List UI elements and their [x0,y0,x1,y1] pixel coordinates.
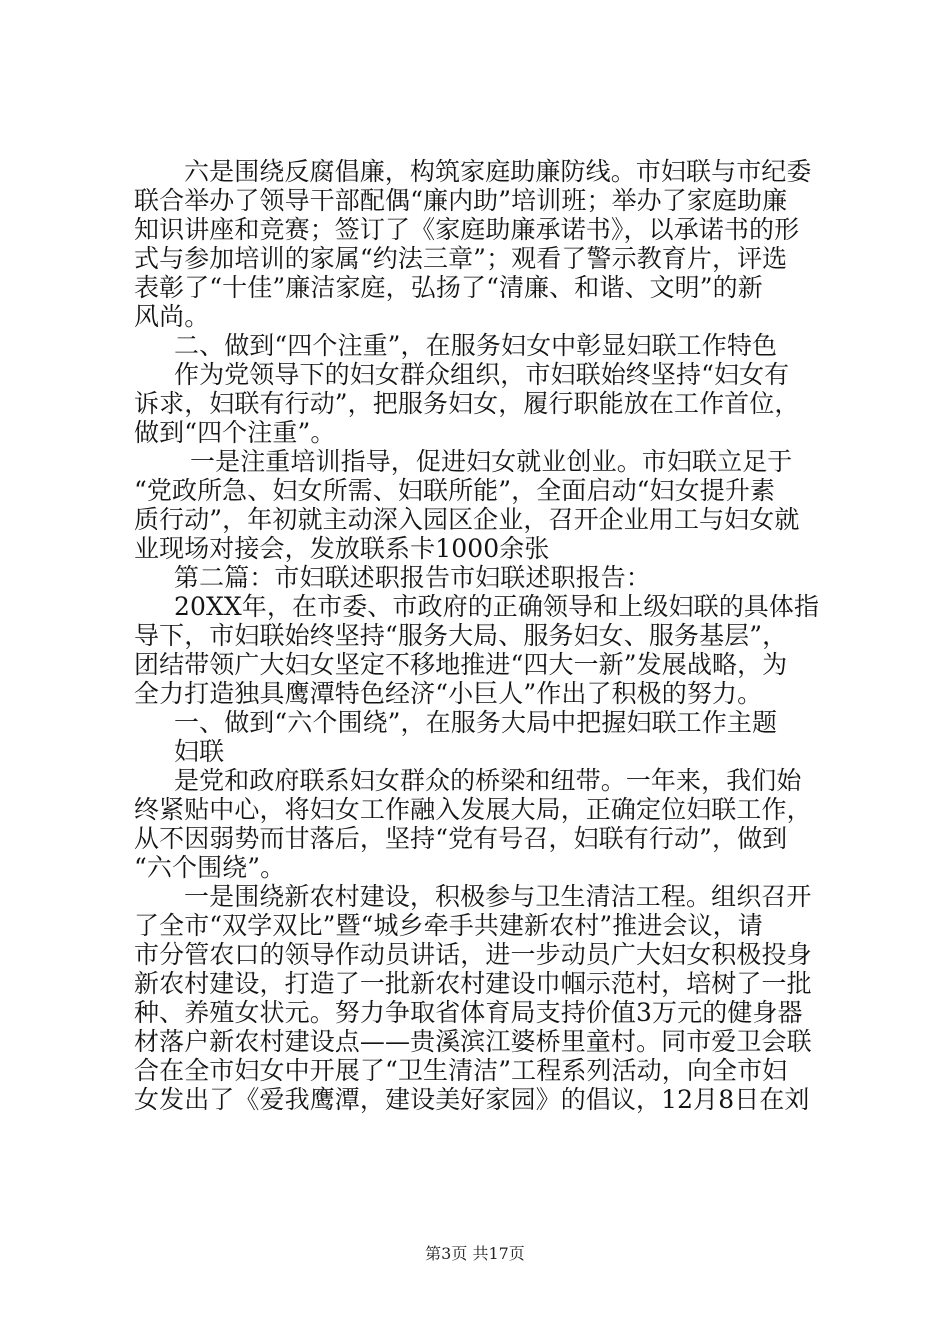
body-line: 业现场对接会，发放联系卡1000余张 [134,534,550,563]
body-line: 终紧贴中心，将妇女工作融入发展大局，正确定位妇联工作， [134,795,812,824]
body-line: 是党和政府联系妇女群众的桥梁和纽带。一年来，我们始 [174,766,802,795]
body-line: 从不因弱势而甘落后，坚持“党有号召，妇联有行动”，做到 [134,824,788,853]
document-body [134,157,834,1114]
body-line: 作为党领导下的妇女群众组织，市妇联始终坚持“妇女有 [174,360,790,389]
page-footer: 第3页 共17页 [425,1244,525,1263]
body-line: 女发出了《爱我鹰潭，建设美好家园》的倡议，12月8日在刘 [134,1085,810,1114]
section-heading: 二、做到“四个注重”，在服务妇女中彰显妇联工作特色 [174,331,778,360]
body-line: 一是围绕新农村建设，积极参与卫生清洁工程。组织召开 [184,882,812,911]
chapter-heading: 第二篇：市妇联述职报告市妇联述职报告： [174,563,651,592]
body-line: 20XX年，在市委、市政府的正确领导和上级妇联的具体指 [174,592,820,621]
body-line: 六是围绕反腐倡廉，构筑家庭助廉防线。市妇联与市纪委 [184,157,812,186]
body-line: 做到“四个注重”。 [134,418,336,447]
body-line: 材落户新农村建设点——贵溪滨江婆桥里童村。同市爱卫会联 [134,1027,812,1056]
body-line: 质行动”，年初就主动深入园区企业，召开企业用工与妇女就 [134,505,800,534]
body-line: 风尚。 [134,302,210,331]
body-line: 导下，市妇联始终坚持“服务大局、服务妇女、服务基层”， [134,621,788,650]
body-line: 市分管农口的领导作动员讲话，进一步动员广大妇女积极投身 [134,940,812,969]
body-line: 诉求，妇联有行动”，把服务妇女，履行职能放在工作首位， [134,389,800,418]
body-line: 全力打造独具鹰潭特色经济“小巨人”作出了积极的努力。 [134,679,763,708]
body-line: 知识讲座和竞赛；签订了《家庭助廉承诺书》，以承诺书的形 [134,215,800,244]
body-line: 一是注重培训指导，促进妇女就业创业。市妇联立足于 [190,447,793,476]
body-line: 妇联 [174,737,225,766]
body-line: 团结带领广大妇女坚定不移地推进“四大一新”发展战略，为 [134,650,788,679]
body-line: “党政所急、妇女所需、妇联所能”，全面启动“妇女提升素 [134,476,776,505]
body-line: 种、养殖女状元。努力争取省体育局支持价值3万元的健身器 [134,998,803,1027]
section-heading: 一、做到“六个围绕”，在服务大局中把握妇联工作主题 [174,708,778,737]
body-line: 合在全市妇女中开展了“卫生清洁”工程系列活动，向全市妇 [134,1056,788,1085]
body-line: 式与参加培训的家属“约法三章”；观看了警示教育片，评选 [134,244,788,273]
body-line: 了全市“双学双比”暨“城乡牵手共建新农村”推进会议，请 [134,911,763,940]
body-line: 新农村建设，打造了一批新农村建设巾帼示范村，培树了一批 [134,969,812,998]
body-line: 表彰了“十佳”廉洁家庭，弘扬了“清廉、和谐、文明”的新 [134,273,763,302]
body-line: 联合举办了领导干部配偶“廉内助”培训班；举办了家庭助廉 [134,186,788,215]
body-line: “六个围绕”。 [134,853,286,882]
